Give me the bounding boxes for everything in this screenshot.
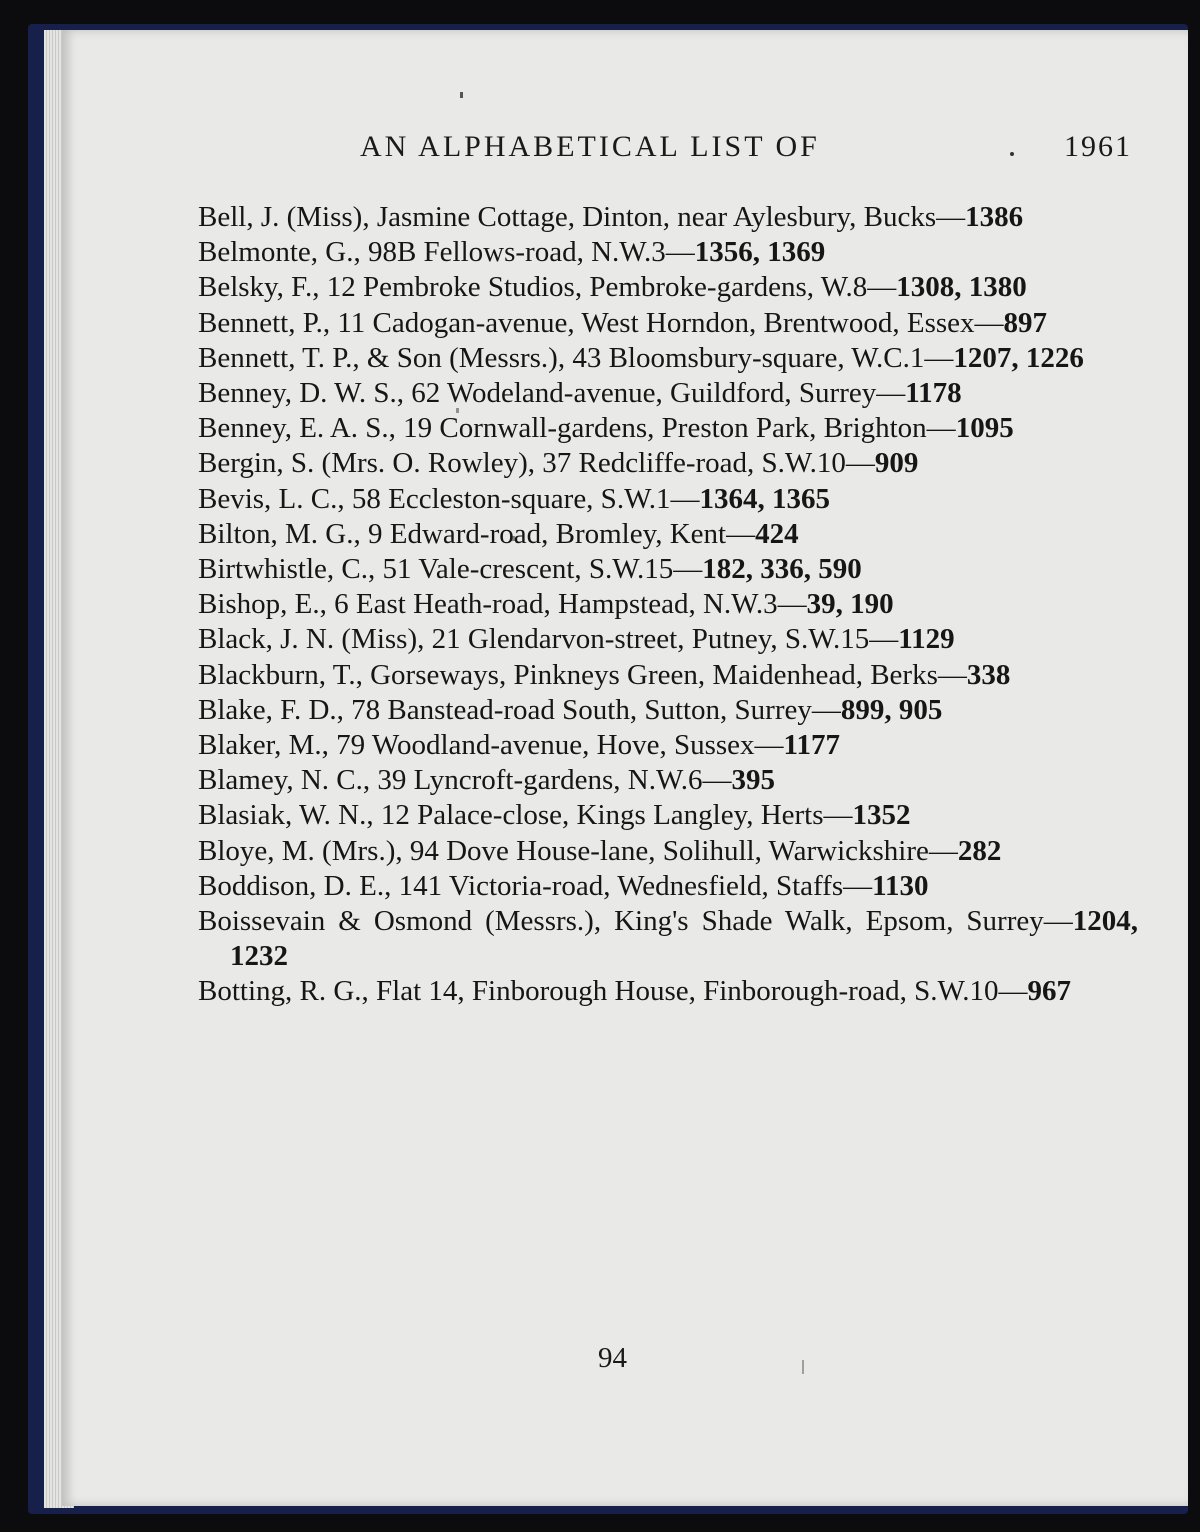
list-entry bbox=[198, 341, 1138, 376]
running-title: AN ALPHABETICAL LIST OF bbox=[360, 130, 820, 163]
list-entry bbox=[198, 235, 1138, 270]
entry-references: 909 bbox=[874, 447, 919, 480]
entry-references: 1386 bbox=[965, 201, 1024, 233]
entry-references: 1356, 1369 bbox=[694, 236, 826, 269]
entry-references: 282 bbox=[957, 834, 1002, 867]
list-entry bbox=[198, 517, 1138, 552]
list-entry bbox=[198, 200, 1138, 235]
list-entry bbox=[198, 446, 1138, 481]
entry-references: 1177 bbox=[783, 729, 840, 762]
list-entry bbox=[198, 587, 1138, 622]
list-entry bbox=[198, 552, 1138, 587]
entry-references: 1364, 1365 bbox=[699, 482, 831, 515]
entry-address: Bennett, T. P., & Son (Messrs.), 43 Bloomsbury-square, W.C.1— bbox=[198, 341, 954, 374]
entry-references: 897 bbox=[1003, 306, 1048, 339]
entry-address: Blaker, M., 79 Woodland-avenue, Hove, Sussex— bbox=[198, 729, 784, 762]
entry-address: Birtwhistle, C., 51 Vale-crescent, S.W.15— bbox=[198, 553, 703, 586]
list-entry bbox=[198, 270, 1138, 305]
list-entry bbox=[198, 306, 1138, 341]
list-entry bbox=[198, 763, 1138, 798]
entry-address: Botting, R. G., Flat 14, Finborough House, Finborough-road, S.W.10— bbox=[198, 975, 1028, 1008]
list-entry bbox=[198, 974, 1138, 1009]
list-entry bbox=[198, 798, 1138, 833]
list-entry bbox=[198, 693, 1138, 728]
entry-address: Blasiak, W. N., 12 Palace-close, Kings Langley, Herts— bbox=[198, 799, 853, 832]
entry-references: 1308, 1380 bbox=[896, 271, 1027, 304]
entry-address: Black, J. N. (Miss), 21 Glendarvon-street, Putney, S.W.15— bbox=[198, 623, 899, 656]
entry-address: Bishop, E., 6 East Heath-road, Hampstead, N.W.3— bbox=[198, 588, 807, 621]
page-number: 94 bbox=[598, 1342, 627, 1374]
list-entry bbox=[198, 376, 1138, 411]
list-entry bbox=[198, 728, 1138, 763]
entry-references: 1204, 1232 bbox=[230, 905, 1138, 973]
ink-speck bbox=[802, 1360, 804, 1374]
list-entry bbox=[198, 834, 1138, 869]
entry-references: 182, 336, 590 bbox=[702, 553, 862, 586]
entry-references: 338 bbox=[966, 658, 1011, 691]
entry-references: 424 bbox=[755, 517, 799, 550]
entry-address: Benney, E. A. S., 19 Cornwall-gardens, Preston Park, Brighton— bbox=[198, 412, 956, 445]
entry-references: 395 bbox=[731, 764, 775, 797]
entry-address: Bell, J. (Miss), Jasmine Cottage, Dinton, near Aylesbury, Bucks— bbox=[198, 201, 966, 233]
entry-references: 1178 bbox=[905, 377, 962, 410]
entry-address: Bennett, P., 11 Cadogan-avenue, West Horndon, Brentwood, Essex— bbox=[198, 306, 1004, 339]
list-entry bbox=[198, 869, 1138, 904]
entry-address: Boddison, D. E., 141 Victoria-road, Wednesfield, Staffs— bbox=[198, 869, 873, 902]
entry-references: 1095 bbox=[955, 412, 1014, 445]
entry-address: Blake, F. D., 78 Banstead-road South, Sutton, Surrey— bbox=[198, 693, 841, 726]
entry-references: 1207, 1226 bbox=[953, 341, 1084, 374]
list-entry bbox=[198, 622, 1138, 657]
entry-address: Boissevain & Osmond (Messrs.), King's Shade Walk, Epsom, Surrey— bbox=[198, 905, 1073, 938]
entry-address: Bilton, M. G., 9 Edward-road, Bromley, Kent— bbox=[198, 517, 756, 550]
entry-references: 1130 bbox=[872, 869, 929, 902]
entry-address: Blackburn, T., Gorseways, Pinkneys Green, Maidenhead, Berks— bbox=[198, 658, 967, 691]
entry-references: 1352 bbox=[852, 799, 911, 832]
entry-address: Benney, D. W. S., 62 Wodeland-avenue, Guildford, Surrey— bbox=[198, 377, 906, 410]
entry-references: 1129 bbox=[898, 623, 955, 656]
entry-references: 39, 190 bbox=[806, 588, 894, 621]
entry-address: Belmonte, G., 98B Fellows-road, N.W.3— bbox=[198, 236, 695, 269]
running-header bbox=[298, 100, 1138, 163]
entry-list bbox=[198, 200, 1138, 1010]
list-entry bbox=[198, 411, 1138, 446]
entry-address: Bevis, L. C., 58 Eccleston-square, S.W.1— bbox=[198, 482, 700, 515]
entry-address: Bloye, M. (Mrs.), 94 Dove House-lane, Solihull, Warwickshire— bbox=[198, 834, 958, 867]
ink-speck bbox=[460, 92, 463, 98]
entry-references: 967 bbox=[1027, 975, 1071, 1008]
list-entry bbox=[198, 904, 1138, 974]
entry-references: 899, 905 bbox=[840, 693, 943, 726]
page-year: 1961 bbox=[1064, 130, 1132, 163]
header-dot bbox=[1010, 152, 1014, 156]
list-entry bbox=[198, 658, 1138, 693]
list-entry bbox=[198, 482, 1138, 517]
entry-address: Belsky, F., 12 Pembroke Studios, Pembroke-gardens, W.8— bbox=[198, 271, 897, 304]
entry-address: Bergin, S. (Mrs. O. Rowley), 37 Redcliffe-road, S.W.10— bbox=[198, 447, 875, 480]
entry-address: Blamey, N. C., 39 Lyncroft-gardens, N.W.6— bbox=[198, 764, 732, 797]
